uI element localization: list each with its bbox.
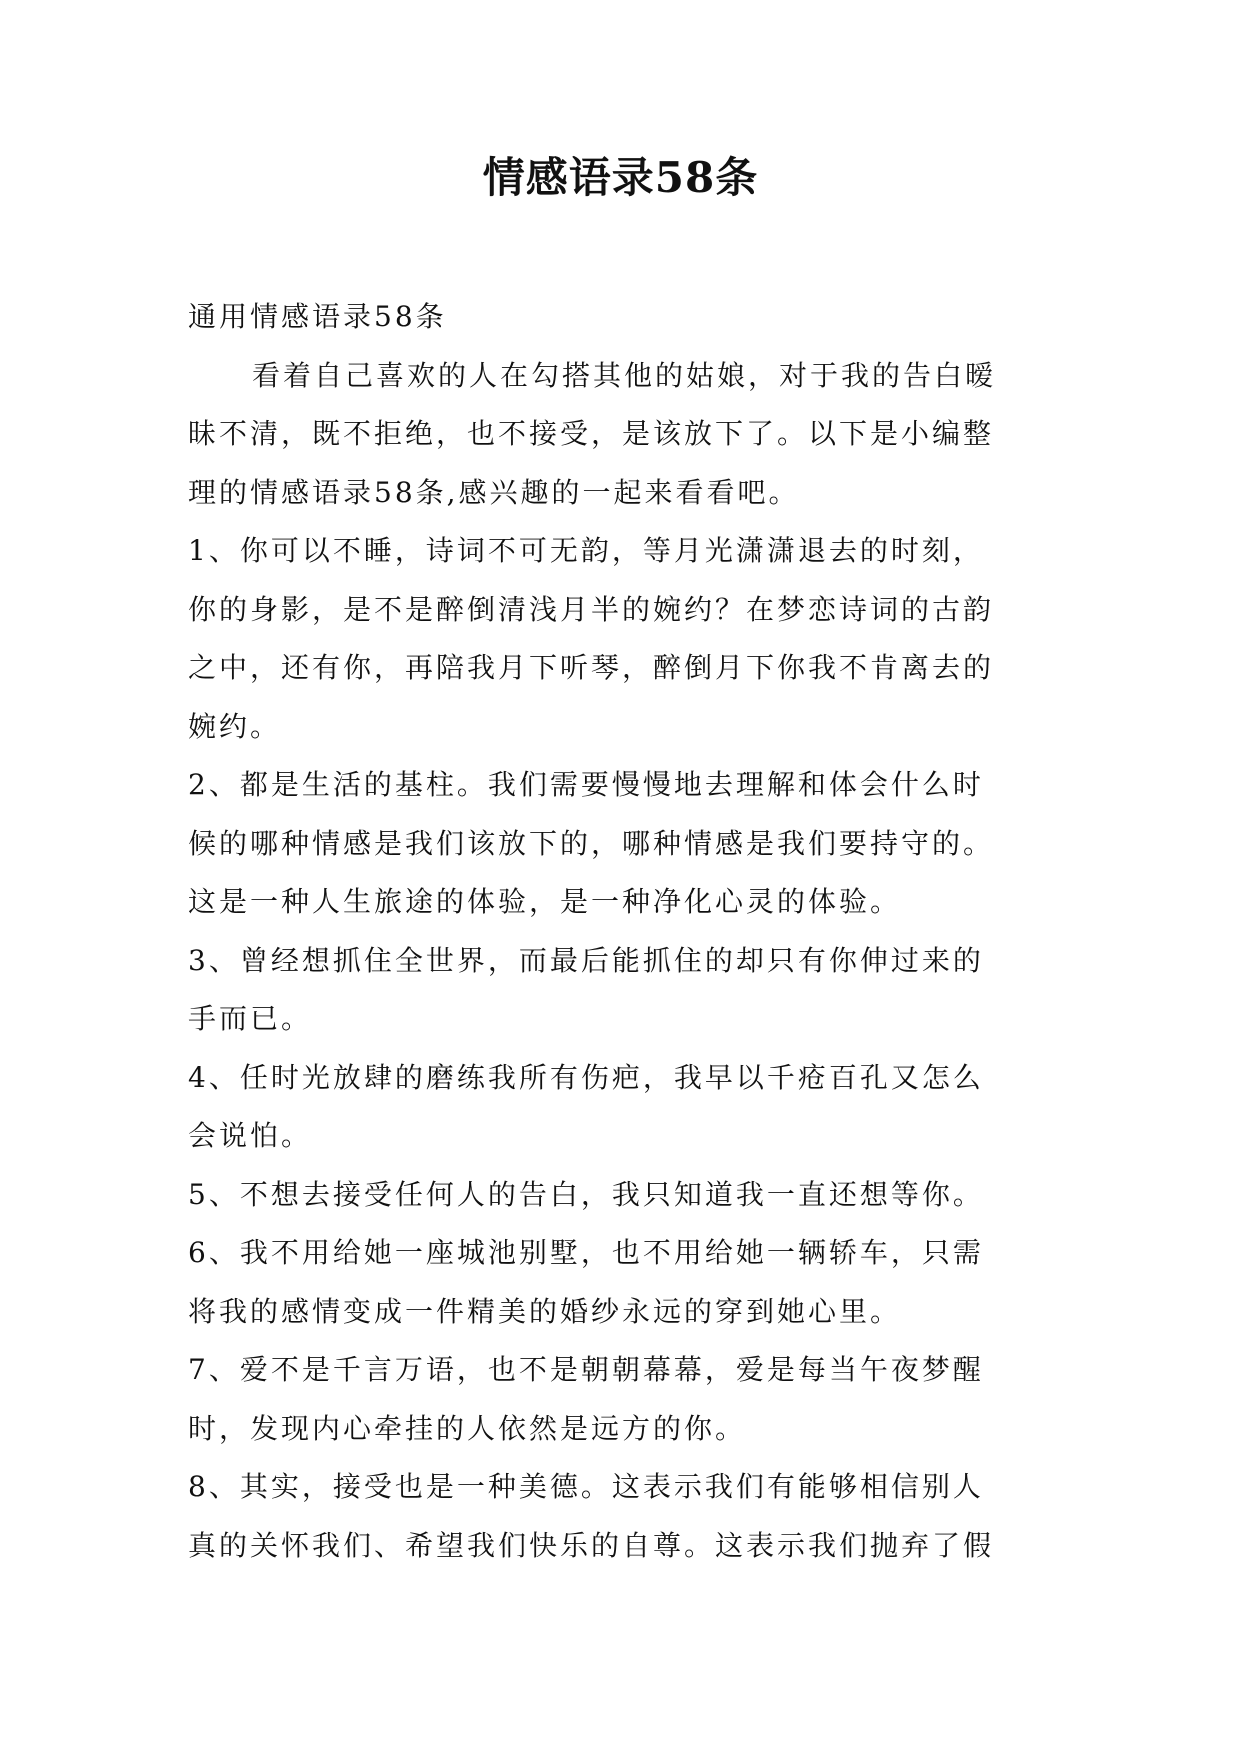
body-line: 之中，还有你，再陪我月下听琴，醉倒月下你我不肯离去的 (188, 651, 995, 684)
body-line: 5、不想去接受任何人的告白，我只知道我一直还想等你。 (188, 1177, 984, 1211)
body-line: 6、我不用给她一座城池别墅，也不用给她一辆轿车，只需 (188, 1236, 984, 1269)
document-body (188, 288, 1068, 1575)
body-line: 8、其实，接受也是一种美德。这表示我们有能够相信别人 (188, 1470, 984, 1503)
body-line: 手而已。 (188, 1002, 313, 1035)
body-line: 2、都是生活的基柱。我们需要慢慢地去理解和体会什么时 (188, 768, 984, 801)
body-line: 7、爱不是千言万语，也不是朝朝幕幕，爱是每当午夜梦醒 (188, 1353, 984, 1386)
body-line: 4、任时光放肆的磨练我所有伤疤，我早以千疮百孔又怎么 (188, 1060, 984, 1094)
body-line: 真的关怀我们、希望我们快乐的自尊。这表示我们抛弃了假 (188, 1528, 995, 1562)
document-title: 情感语录58条 (482, 153, 759, 202)
body-line: 看着自己喜欢的人在勾搭其他的姑娘，对于我的告白暧 (252, 358, 997, 392)
body-line: 1、你可以不睡，诗词不可无韵，等月光潇潇退去的时刻， (188, 534, 984, 567)
body-line: 你的身影，是不是醉倒清浅月半的婉约？在梦恋诗词的古韵 (188, 592, 995, 626)
body-line: 时，发现内心牵挂的人依然是远方的你。 (188, 1411, 747, 1445)
body-line: 这是一种人生旅途的体验，是一种净化心灵的体验。 (188, 885, 902, 918)
body-line: 理的情感语录58条,感兴趣的一起来看看吧。 (188, 475, 800, 509)
body-line: 婉约。 (188, 709, 282, 743)
body-line: 会说怕。 (188, 1119, 313, 1152)
body-line: 昧不清，既不拒绝，也不接受，是该放下了。以下是小编整 (188, 417, 995, 450)
body-line: 候的哪种情感是我们该放下的，哪种情感是我们要持守的。 (188, 826, 995, 860)
subtitle-line: 通用情感语录58条 (188, 300, 447, 333)
body-line: 将我的感情变成一件精美的婚纱永远的穿到她心里。 (188, 1294, 902, 1328)
body-line: 3、曾经想抓住全世界，而最后能抓住的却只有你伸过来的 (188, 943, 984, 977)
